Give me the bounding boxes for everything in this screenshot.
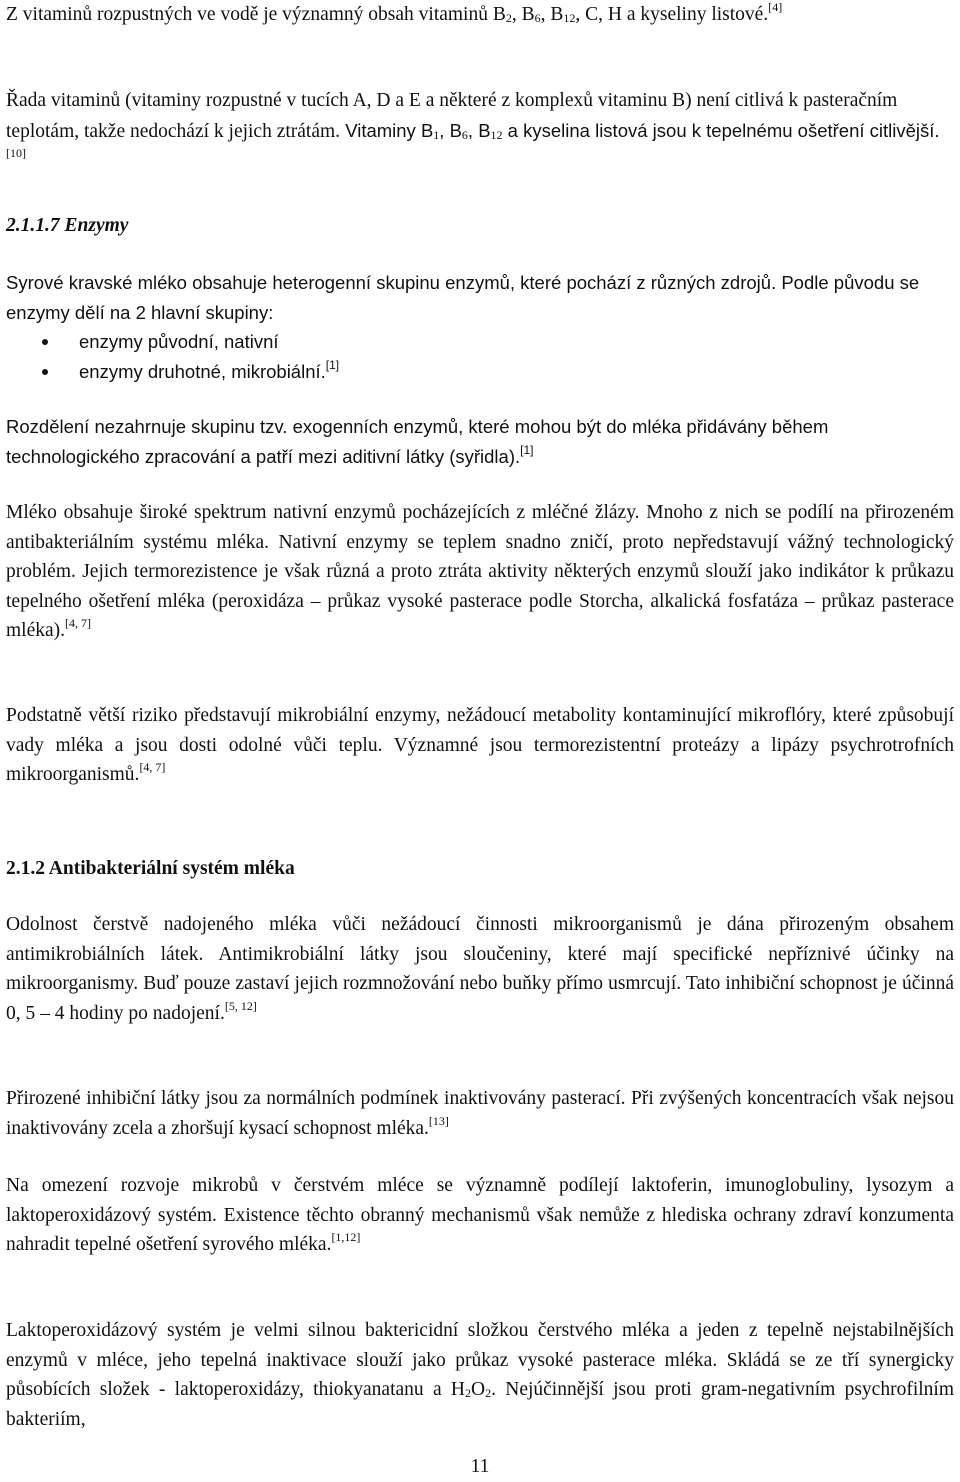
page-number: 11 bbox=[470, 1456, 490, 1477]
list-item: enzymy původní, nativní bbox=[6, 327, 954, 357]
citation: [4, 7] bbox=[139, 760, 166, 774]
citation: [13] bbox=[428, 1113, 449, 1128]
paragraph-lactoperoxidase: Laktoperoxidázový systém je velmi silnou baktericidní složkou čerstvého mléka a jeden z tepelně nejstabilnějších enzymů v mléce, jeho tepelná inaktivace slouží jako průkaz vysoké pasterace mléka. Skládá se ze tří synergicky působících složek - laktoperoxidázy, thiokyanatanu a $H_2O_2$. Nejúčinnější jsou proti gram-negativním psychrofilním bakteriím, bbox=[6, 1320, 954, 1430]
paragraph-inhibitory: Přirozené inhibiční látky jsou za normálních podmínek inaktivovány pasterací. Při zvýšených koncentracích však nejsou inaktivovány zcela a zhoršují kysací schopnost mléka.[13] bbox=[6, 1088, 954, 1139]
citation: [4] bbox=[768, 0, 783, 14]
citation: [4, 7] bbox=[65, 616, 92, 630]
citation: [1] bbox=[520, 442, 534, 457]
paragraph-vitamins-water: Z vitaminů rozpustných ve vodě je významný obsah vitaminů $B_2$, $B_6$, $B_{12}$, C, H a kyseliny listové.[4] bbox=[6, 0, 783, 25]
citation: [5, 12] bbox=[224, 998, 257, 1013]
paragraph-microbial-enzymes: Podstatně větší riziko představují mikrobiální enzymy, nežádoucí metabolity kontaminující mikroflóry, které způsobují vady mléka a jsou dosti odolné vůči teplu. Významné jsou termorezistentní proteázy a lipázy psychrotrofních mikroorganismů.[4, 7] bbox=[6, 705, 954, 785]
citation: [1,12] bbox=[331, 1230, 361, 1244]
list-item: enzymy druhotné, mikrobiální.[1] bbox=[6, 357, 954, 387]
paragraph-defense-mechanisms: Na omezení rozvoje mikrobů v čerstvém mléce se významně podílejí laktoferin, imunoglobuliny, lysozym a laktoperoxidázový systém. Existence těchto obranný mechanismů však nemůže z hlediska ochrany zdraví konzumenta nahradit tepelné ošetření syrového mléka.[1,12] bbox=[6, 1175, 954, 1255]
enzyme-groups-list bbox=[6, 327, 954, 386]
citation: [10] bbox=[6, 146, 26, 160]
paragraph-vitamins-fat: Řada vitaminů (vitaminy rozpustné v tucích A, D a E a některé z komplexů vitaminu B) není citlivá k pasteračním teplotám, takže nedochází k jejich ztrátám. Vitaminy $B_1$, $B_6$, $B_{12}$ a kyselina listová jsou k tepelnému ošetření citlivější.[10] bbox=[6, 90, 940, 160]
section-heading-antibacterial: 2.1.2 Antibakteriální systém mléka bbox=[6, 858, 295, 879]
paragraph-exogenous-enzymes: Rozdělení nezahrnuje skupinu tzv. exogenních enzymů, které mohou být do mléka přidávány během technologického zpracování a patří mezi aditivní látky (syřidla).[1] bbox=[6, 416, 829, 467]
citation: [1] bbox=[325, 357, 340, 372]
paragraph-native-enzymes: Mléko obsahuje široké spektrum nativní enzymů pocházejících z mléčné žlázy. Mnoho z nich se podílí na přirozeném antibakteriálním systému mléka. Nativní enzymy se teplem snadno zničí, proto nepředstavují vážný technologický problém. Jejich termorezistence je však různá a proto ztráta aktivity některých enzymů slouží jako indikátor k průkazu tepelného ošetření mléka (peroxidáza – průkaz vysoké pasterace podle Storcha, alkalická fosfatáza – průkaz pasterace mléka).[4, 7] bbox=[6, 502, 954, 641]
paragraph-enzymes-intro: Syrové kravské mléko obsahuje heterogenní skupinu enzymů, které pochází z různých zdrojů. Podle původu se enzymy dělí na 2 hlavní skupiny: enzymy původní, nativní enzymy druhotné, mikrobiální.[1] bbox=[6, 268, 954, 386]
section-heading-enzymes: 2.1.1.7 Enzymy bbox=[6, 215, 129, 236]
paragraph-antimicrobial: Odolnost čerstvě nadojeného mléka vůči nežádoucí činnosti mikroorganismů je dána přirozeným obsahem antimikrobiálních látek. Antimikrobiální látky jsou sloučeniny, které mají specifické nepříznivé účinky na mikroorganismy. Buď pouze zastaví jejich rozmnožování nebo buňky přímo usmrcují. Tato inhibiční schopnost je účinná 0, 5 – 4 hodiny po nadojení.[5, 12] bbox=[6, 914, 954, 1024]
